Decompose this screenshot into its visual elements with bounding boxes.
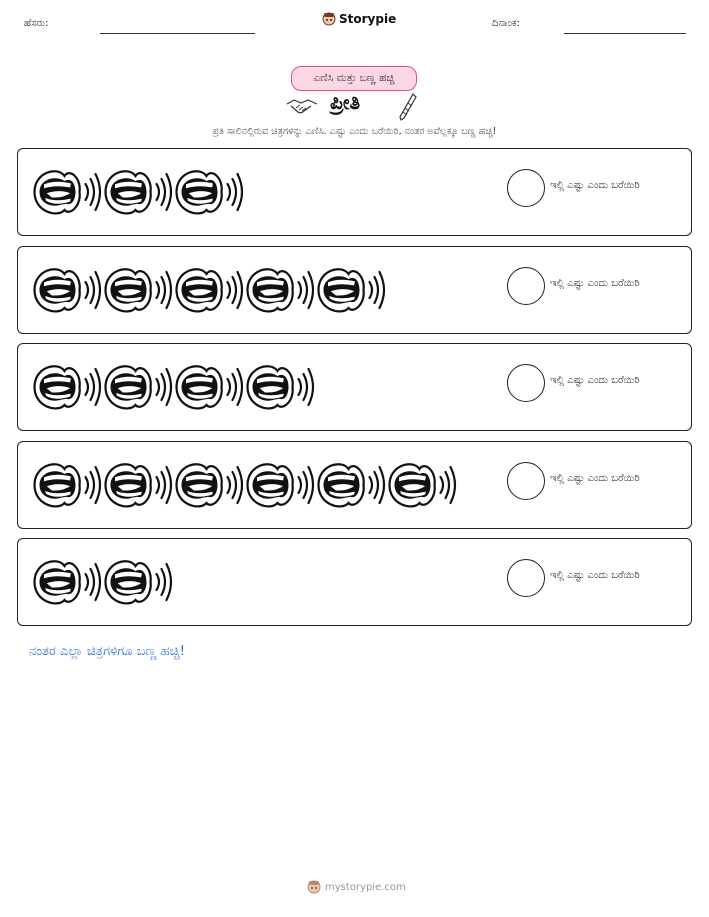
target-word: ಪ್ರೀತಿ bbox=[330, 90, 361, 114]
date-label: ದಿನಾಂಕ: bbox=[492, 18, 520, 29]
speaking-mouth-icon bbox=[31, 359, 102, 415]
write-here-label: ಇಲ್ಲಿ ಎಷ್ಟು ಎಂದು ಬರೆಯಿರಿ bbox=[550, 180, 640, 191]
speaking-mouth-icon bbox=[244, 359, 315, 415]
count-row bbox=[17, 538, 692, 626]
storypie-mascot-icon bbox=[322, 12, 336, 26]
speaking-mouth-icon bbox=[173, 164, 244, 220]
count-row bbox=[17, 441, 692, 529]
site-footer bbox=[307, 880, 406, 894]
speaking-mouth-icon bbox=[173, 359, 244, 415]
answer-circle[interactable] bbox=[507, 462, 545, 500]
brand-name: Storypie bbox=[339, 12, 397, 26]
speaking-mouth-icon bbox=[315, 262, 386, 318]
site-url: mystorypie.com bbox=[325, 881, 406, 893]
speaking-mouth-icon bbox=[102, 359, 173, 415]
storypie-mascot-icon bbox=[307, 880, 321, 894]
name-line bbox=[100, 33, 255, 34]
write-here-label: ಇಲ್ಲಿ ಎಷ್ಟು ಎಂದು ಬರೆಯಿರಿ bbox=[550, 375, 640, 386]
answer-circle[interactable] bbox=[507, 559, 545, 597]
icon-group bbox=[31, 554, 173, 610]
answer-circle[interactable] bbox=[507, 267, 545, 305]
icon-group bbox=[31, 457, 457, 513]
speaking-mouth-icon bbox=[31, 457, 102, 513]
word-row bbox=[0, 90, 709, 122]
paintbrush-icon bbox=[398, 92, 418, 122]
footer-instruction: ನಂತರ ಎಲ್ಲಾ ಚಿತ್ರಗಳಿಗೂ ಬಣ್ಣ ಹಚ್ಚಿ! bbox=[29, 644, 185, 659]
speaking-mouth-icon bbox=[31, 262, 102, 318]
count-row bbox=[17, 343, 692, 431]
instructions: ಪ್ರತಿ ಸಾಲಿನಲ್ಲಿರುವ ಚಿತ್ರಗಳನ್ನು ಎಣಿಸಿ. ಎಷ್ಟು ಎಂದು ಬರೆಯಿರಿ, ನಂತರ ಅವೆಲ್ಲಕ್ಕೂ ಬಣ್ಣ ಹಚ್ಚಿ! bbox=[212, 126, 497, 137]
speaking-mouth-icon bbox=[102, 457, 173, 513]
handshake-icon bbox=[286, 96, 318, 116]
speaking-mouth-icon bbox=[173, 457, 244, 513]
answer-circle[interactable] bbox=[507, 364, 545, 402]
speaking-mouth-icon bbox=[244, 457, 315, 513]
speaking-mouth-icon bbox=[244, 262, 315, 318]
icon-group bbox=[31, 359, 315, 415]
title-badge: ಎಣಿಸಿ ಮತ್ತು ಬಣ್ಣ ಹಚ್ಚಿ bbox=[291, 66, 417, 91]
name-label: ಹೆಸರು: bbox=[24, 18, 49, 29]
speaking-mouth-icon bbox=[102, 554, 173, 610]
speaking-mouth-icon bbox=[173, 262, 244, 318]
speaking-mouth-icon bbox=[102, 164, 173, 220]
write-here-label: ಇಲ್ಲಿ ಎಷ್ಟು ಎಂದು ಬರೆಯಿರಿ bbox=[550, 570, 640, 581]
speaking-mouth-icon bbox=[315, 457, 386, 513]
brand-logo bbox=[322, 12, 396, 26]
speaking-mouth-icon bbox=[31, 554, 102, 610]
speaking-mouth-icon bbox=[386, 457, 457, 513]
write-here-label: ಇಲ್ಲಿ ಎಷ್ಟು ಎಂದು ಬರೆಯಿರಿ bbox=[550, 278, 640, 289]
date-line bbox=[564, 33, 686, 34]
icon-group bbox=[31, 164, 244, 220]
worksheet-header bbox=[0, 0, 709, 40]
speaking-mouth-icon bbox=[31, 164, 102, 220]
count-row bbox=[17, 148, 692, 236]
answer-circle[interactable] bbox=[507, 169, 545, 207]
count-row bbox=[17, 246, 692, 334]
write-here-label: ಇಲ್ಲಿ ಎಷ್ಟು ಎಂದು ಬರೆಯಿರಿ bbox=[550, 473, 640, 484]
icon-group bbox=[31, 262, 386, 318]
speaking-mouth-icon bbox=[102, 262, 173, 318]
